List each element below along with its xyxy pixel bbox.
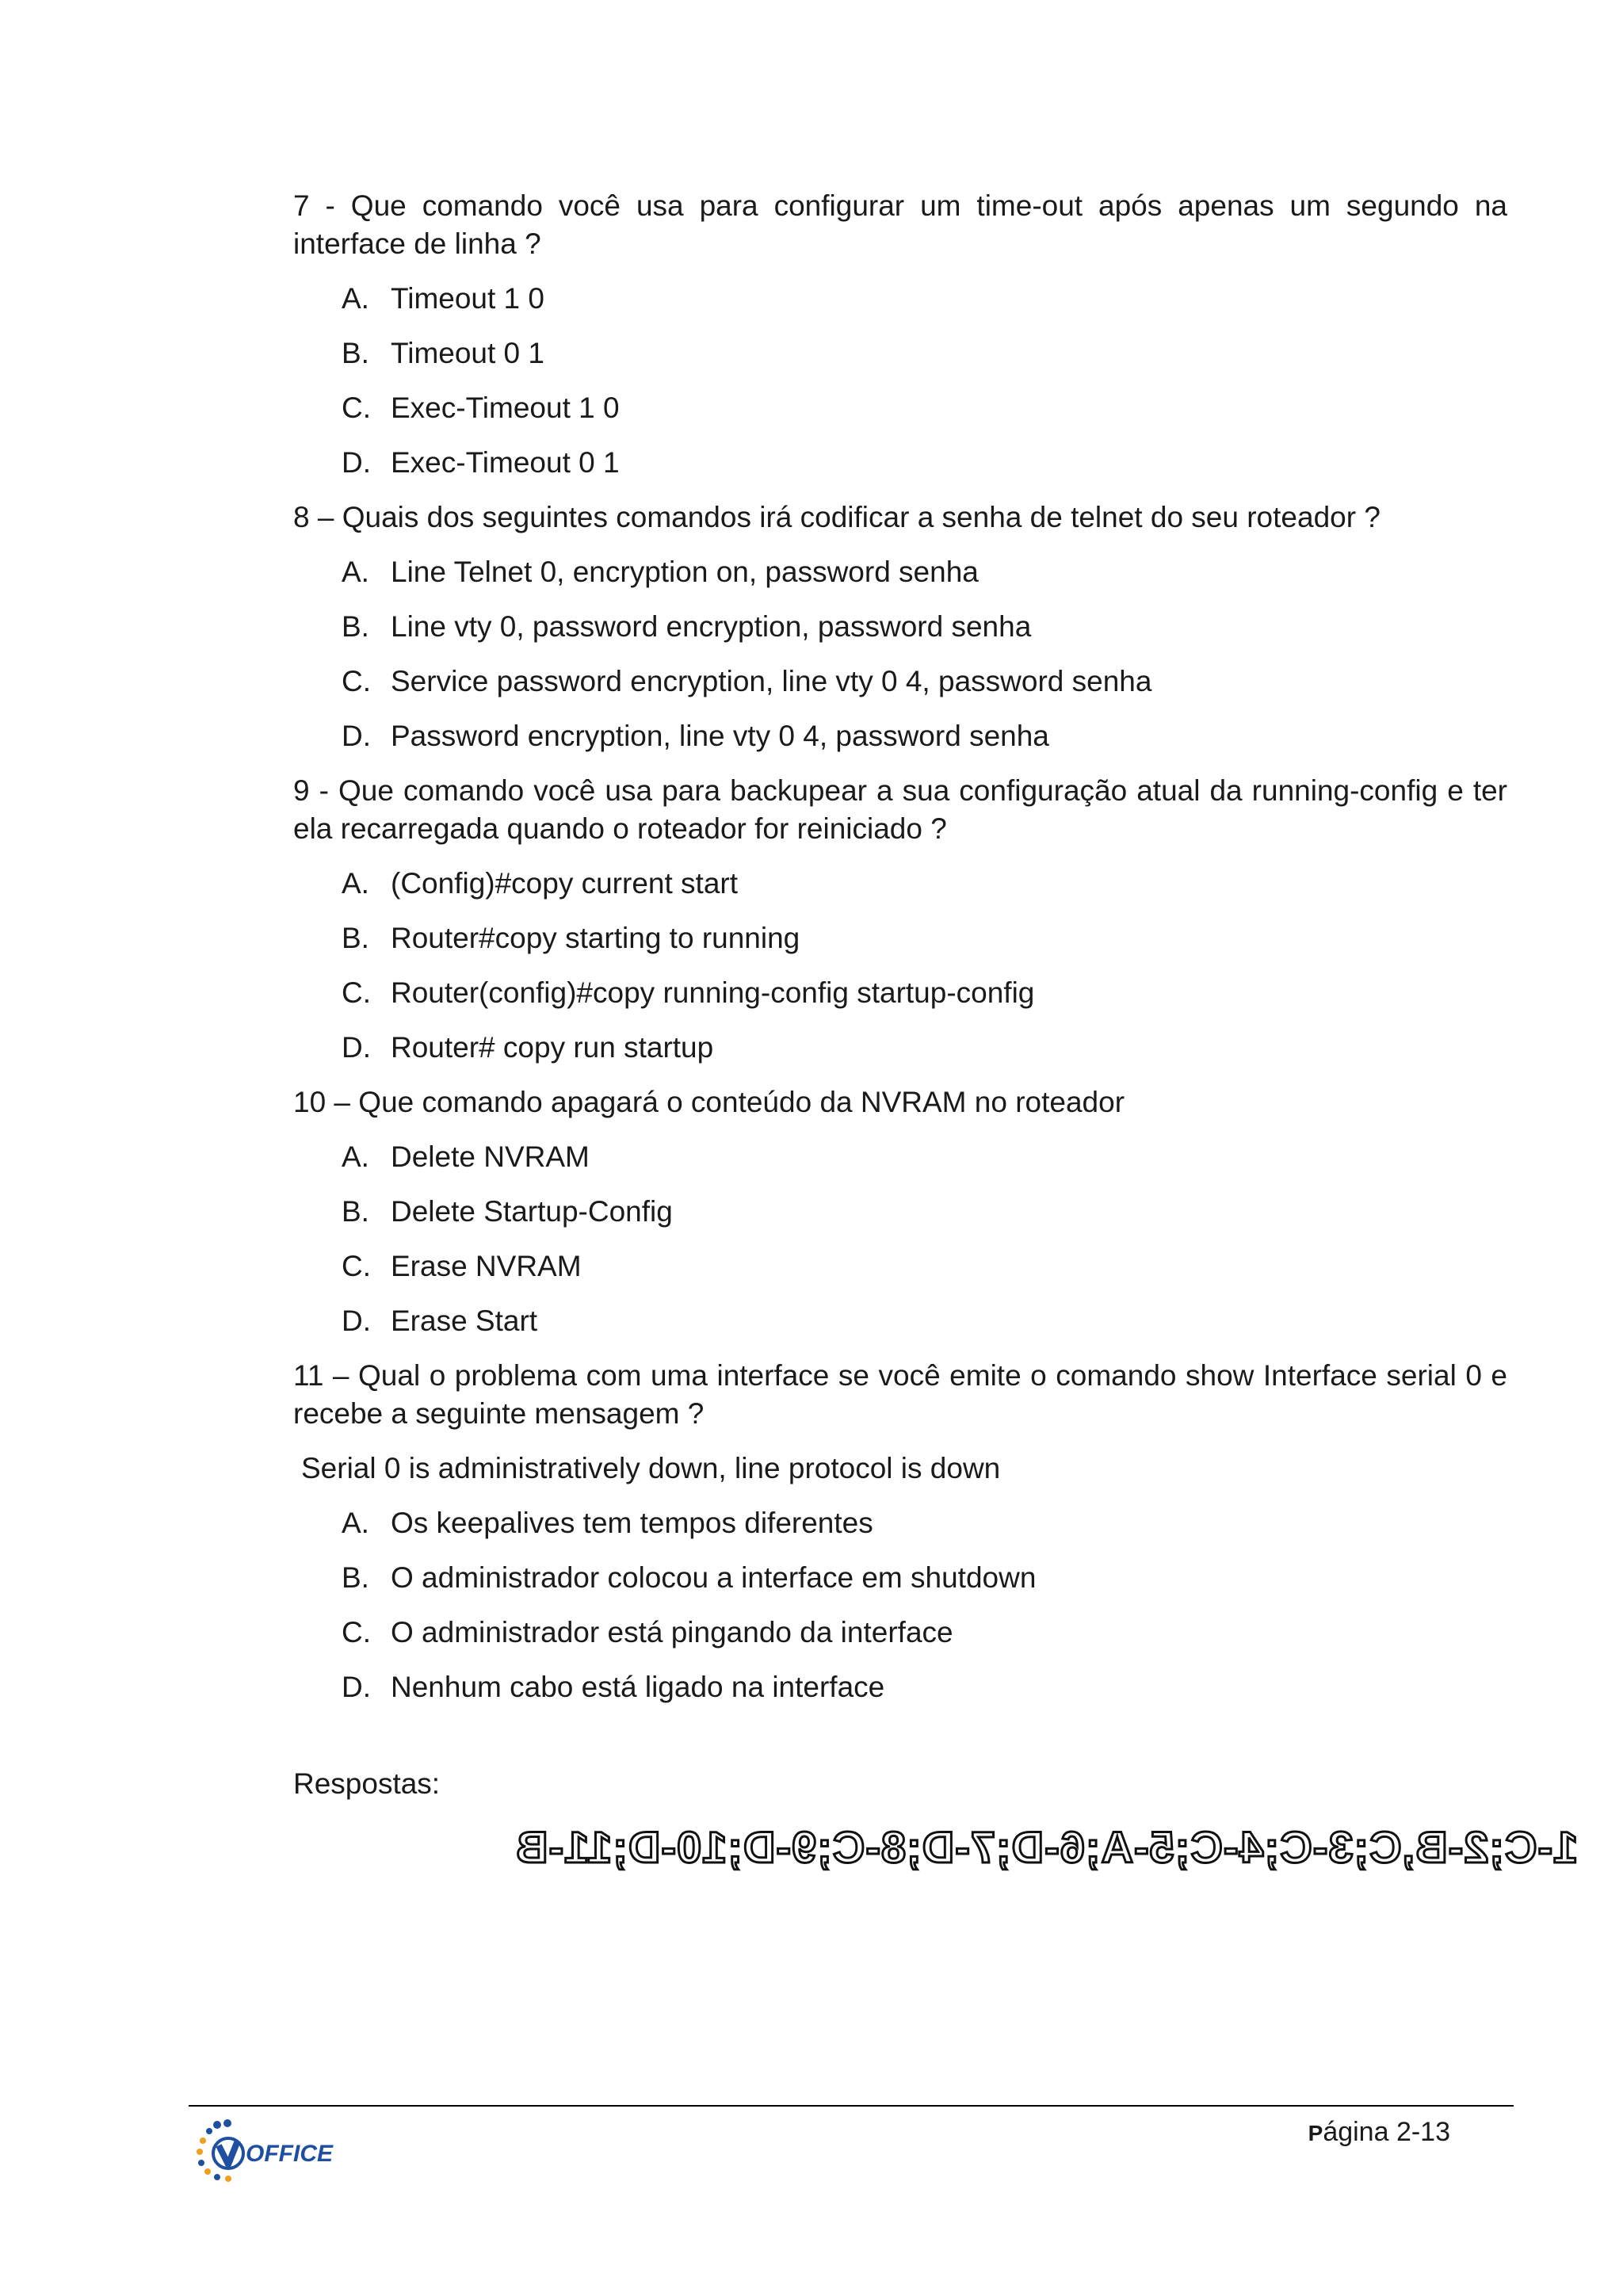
question-10: 10 – Que comando apagará o conteúdo da NVRAM no roteador — [293, 1086, 1125, 1118]
option-item — [293, 389, 1507, 427]
page-number-label: ágina 2-13 — [1323, 2117, 1450, 2147]
option-letter: A. — [342, 867, 369, 900]
document-body — [293, 187, 1507, 1803]
option-text: Timeout 1 0 — [391, 282, 544, 315]
option-letter: D. — [342, 1031, 371, 1064]
option-item — [293, 865, 1507, 903]
question-9-options — [293, 865, 1507, 1067]
option-letter: C. — [342, 1616, 371, 1648]
option-text: Delete Startup-Config — [391, 1195, 673, 1228]
question-10-options — [293, 1138, 1507, 1340]
option-item — [293, 1559, 1507, 1597]
option-letter: B. — [342, 1561, 369, 1594]
option-letter: A. — [342, 1140, 369, 1173]
question-7: 7 - Que comando você usa para configurar um time-out após apenas um segundo na interface de linha ? — [293, 189, 1507, 260]
option-letter: C. — [342, 392, 371, 424]
option-letter: B. — [342, 610, 369, 643]
answers-heading: Respostas: — [293, 1767, 441, 1800]
option-text: Router# copy run startup — [391, 1031, 714, 1064]
page-number-prefix: P — [1308, 2121, 1323, 2145]
option-item — [293, 1029, 1507, 1067]
option-item — [293, 919, 1507, 957]
option-letter: B. — [342, 1195, 369, 1228]
option-letter: D. — [342, 1671, 371, 1703]
option-text: Delete NVRAM — [391, 1140, 590, 1173]
option-letter: A. — [342, 556, 369, 588]
option-text: Service password encryption, line vty 0 4, password senha — [391, 665, 1152, 697]
option-item — [293, 444, 1507, 482]
question-9: 9 - Que comando você usa para backupear a sua configuração atual da running-config e ter ela recarregada quando o roteador for reiniciado ? — [293, 774, 1507, 845]
option-text: O administrador colocou a interface em shutdown — [391, 1561, 1037, 1594]
option-letter: D. — [342, 720, 371, 752]
option-text: Password encryption, line vty 0 4, password senha — [391, 720, 1049, 752]
option-item — [293, 1247, 1507, 1286]
option-item — [293, 717, 1507, 755]
option-letter: D. — [342, 446, 371, 479]
question-11-options — [293, 1504, 1507, 1706]
footer-divider — [189, 2105, 1514, 2107]
option-item — [293, 1138, 1507, 1176]
option-text: Erase Start — [391, 1305, 538, 1337]
option-text: Exec-Timeout 1 0 — [391, 392, 620, 424]
question-8-options — [293, 553, 1507, 755]
option-text: Erase NVRAM — [391, 1250, 582, 1282]
option-text: (Config)#copy current start — [391, 867, 739, 900]
option-text: Line vty 0, password encryption, password senha — [391, 610, 1032, 643]
option-letter: A. — [342, 1507, 369, 1539]
option-letter: B. — [342, 922, 369, 954]
option-text: Router#copy starting to running — [391, 922, 800, 954]
option-letter: C. — [342, 1250, 371, 1282]
option-item — [293, 553, 1507, 591]
option-text: Os keepalives tem tempos diferentes — [391, 1507, 873, 1539]
error-message: Serial 0 is administratively down, line protocol is down — [301, 1452, 1001, 1484]
option-item — [293, 1504, 1507, 1542]
logo-text: OFFICE — [246, 2141, 333, 2167]
option-item — [293, 974, 1507, 1012]
option-item — [293, 663, 1507, 701]
option-letter: C. — [342, 976, 371, 1009]
voffice-logo — [192, 2114, 366, 2185]
option-text: Exec-Timeout 0 1 — [391, 446, 620, 479]
option-text: O administrador está pingando da interface — [391, 1616, 953, 1648]
option-text: Nenhum cabo está ligado na interface — [391, 1671, 885, 1703]
option-text: Line Telnet 0, encryption on, password senha — [391, 556, 979, 588]
option-item — [293, 1302, 1507, 1340]
option-text: Router(config)#copy running-config startup-config — [391, 976, 1035, 1009]
question-8: 8 – Quais dos seguintes comandos irá codificar a senha de telnet do seu roteador ? — [293, 501, 1381, 533]
option-letter: D. — [342, 1305, 371, 1337]
question-7-options — [293, 280, 1507, 482]
option-item — [293, 608, 1507, 646]
option-text: Timeout 0 1 — [391, 337, 544, 369]
option-item — [293, 334, 1507, 372]
option-letter: A. — [342, 282, 369, 315]
option-item — [293, 280, 1507, 318]
logo-check-icon — [219, 2141, 238, 2164]
question-11: 11 – Qual o problema com uma interface se você emite o comando show Interface serial 0 e recebe a seguinte mensagem ? — [293, 1359, 1507, 1430]
page-number — [1308, 2116, 1450, 2149]
option-letter: C. — [342, 665, 371, 697]
option-letter: B. — [342, 337, 369, 369]
option-item — [293, 1193, 1507, 1231]
option-item — [293, 1668, 1507, 1706]
mirrored-answer-key: 1-C;2-B,C;3-C;4-C;5-A;6-D;7-D;8-C;9-D;10-D;11-B — [515, 1822, 1579, 1872]
option-item — [293, 1614, 1507, 1652]
